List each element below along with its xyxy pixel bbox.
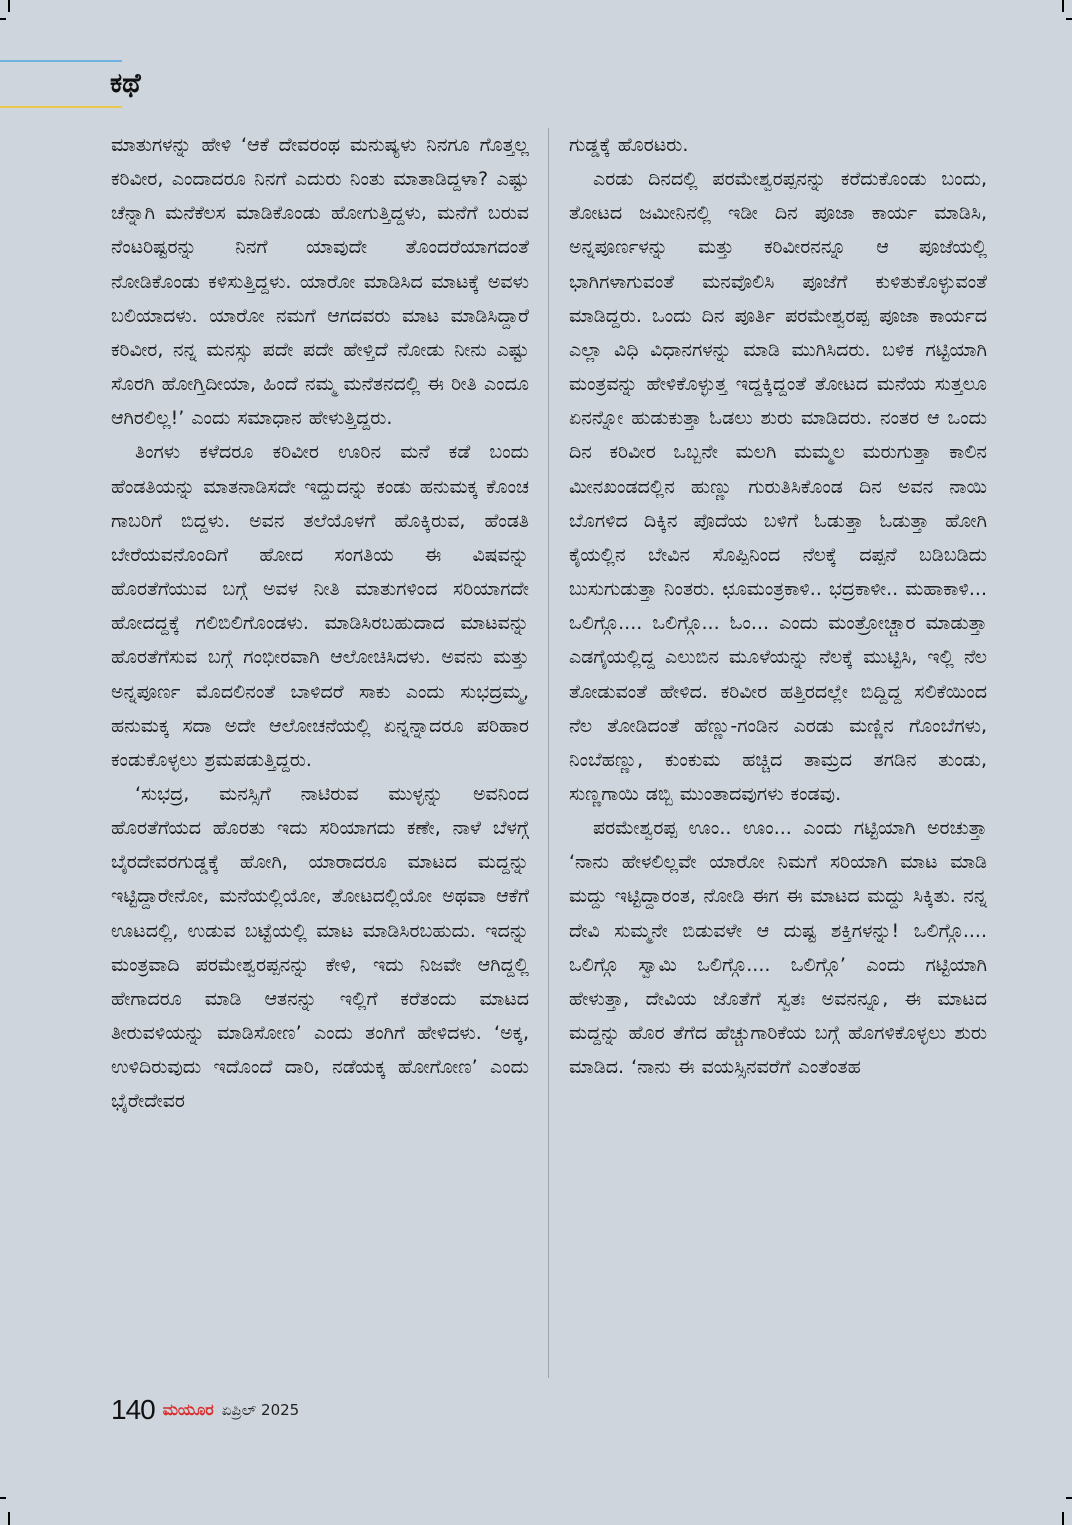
- page-number: 140: [111, 1394, 155, 1425]
- right-column: [569, 128, 987, 1084]
- section-label: ಕಥೆ: [110, 68, 141, 99]
- crop-mark-top-left: [8, 0, 10, 12]
- crop-mark-top-right-h: [1066, 18, 1072, 20]
- crop-mark-bottom-left-h: [0, 1497, 6, 1499]
- left-paragraph-1: ಮಾತುಗಳನ್ನು ಹೇಳಿ ‘ಆಕೆ ದೇವರಂಥ ಮನುಷ್ಯಳು ನಿನಗೂ ಗೊತ್ತಲ್ಲ ಕರಿವೀರ, ಎಂದಾದರೂ ನಿನಗೆ ಎದುರು ನಿಂತು ಮಾತಾಡಿದ್ದಳಾ? ಎಷ್ಟು ಚೆನ್ನಾಗಿ ಮನೆಕೆಲಸ ಮಾಡಿಕೊಂಡು ಹೋಗುತ್ತಿದ್ದಳು, ಮನೆಗೆ ಬರುವ ನೆಂಟರಿಷ್ಟರನ್ನು ನಿನಗೆ ಯಾವುದೇ ತೊಂದರೆಯಾಗದಂತೆ ನೋಡಿಕೊಂಡು ಕಳಿಸುತ್ತಿದ್ದಳು. ಯಾರೋ ಮಾಡಿಸಿದ ಮಾಟಕ್ಕೆ ಅವಳು ಬಲಿಯಾದಳು. ಯಾರೋ ನಮಗೆ ಆಗದವರು ಮಾಟ ಮಾಡಿಸಿದ್ದಾರೆ ಕರಿವೀರ, ನನ್ನ ಮನಸ್ಸು ಪದೇ ಪದೇ ಹೇಳ್ತಿದೆ ನೋಡು ನೀನು ಎಷ್ಟು ಸೊರಗಿ ಹೋಗ್ತಿದೀಯಾ, ಹಿಂದೆ ನಮ್ಮ ಮನೆತನದಲ್ಲಿ ಈ ರೀತಿ ಎಂದೂ ಆಗಿರಲಿಲ್ಲ!’ ಎಂದು ಸಮಾಧಾನ ಹೇಳುತ್ತಿದ್ದರು.: [111, 134, 529, 430]
- magazine-logo: ಮಯೂರ: [162, 1400, 214, 1419]
- crop-mark-bottom-right: [1062, 1512, 1064, 1525]
- right-paragraph-3: ಪರಮೇಶ್ವರಪ್ಪ ಊಂ.. ಊಂ... ಎಂದು ಗಟ್ಟಿಯಾಗಿ ಅರಚುತ್ತಾ ‘ನಾನು ಹೇಳಲಿಲ್ಲವೇ ಯಾರೋ ನಿಮಗೆ ಸರಿಯಾಗಿ ಮಾಟ ಮಾಡಿ ಮದ್ದು ಇಟ್ಟಿದ್ದಾರಂತ, ನೋಡಿ ಈಗ ಈ ಮಾಟದ ಮದ್ದು ಸಿಕ್ಕಿತು. ನನ್ನ ದೇವಿ ಸುಮ್ಮನೇ ಬಿಡುವಳೇ ಆ ದುಷ್ಟ ಶಕ್ತಿಗಳನ್ನು! ಒಲಿಗ್ಗೊ.... ಒಲಿಗ್ಗೊ ಸ್ವಾಮಿ ಒಲಿಗ್ಗೊ.... ಒಲಿಗ್ಗೊ’ ಎಂದು ಗಟ್ಟಿಯಾಗಿ ಹೇಳುತ್ತಾ, ದೇವಿಯ ಜೊತೆಗೆ ಸ್ವತಃ ಅವನನ್ನೂ, ಈ ಮಾಟದ ಮದ್ದನ್ನು ಹೊರ ತೆಗೆದ ಹೆಚ್ಚುಗಾರಿಕೆಯ ಬಗ್ಗೆ ಹೊಗಳಿಕೊಳ್ಳಲು ಶುರು ಮಾಡಿದ. ‘ನಾನು ಈ ವಯಸ್ಸಿನವರೆಗೆ ಎಂತೆಂತಹ: [569, 817, 987, 1079]
- column-divider: [548, 128, 549, 1378]
- crop-mark-bottom-left: [8, 1512, 10, 1525]
- left-paragraph-3: ‘ಸುಭದ್ರ, ಮನಸ್ಸಿಗೆ ನಾಟಿರುವ ಮುಳ್ಳನ್ನು ಅವನಿಂದ ಹೊರತೆಗೆಯದ ಹೊರತು ಇದು ಸರಿಯಾಗದು ಕಣೇ, ನಾಳೆ ಬೆಳಗ್ಗೆ ಬೈರದೇವರಗುಡ್ಡಕ್ಕೆ ಹೋಗಿ, ಯಾರಾದರೂ ಮಾಟದ ಮದ್ದನ್ನು ಇಟ್ಟಿದ್ದಾರೇನೋ, ಮನೆಯಲ್ಲಿಯೋ, ತೋಟದಲ್ಲಿಯೋ ಅಥವಾ ಆಕೆಗೆ ಊಟದಲ್ಲಿ, ಉಡುವ ಬಟ್ಟೆಯಲ್ಲಿ ಮಾಟ ಮಾಡಿಸಿರಬಹುದು. ಇದನ್ನು ಮಂತ್ರವಾದಿ ಪರಮೇಶ್ವರಪ್ಪನನ್ನು ಕೇಳಿ, ಇದು ನಿಜವೇ ಆಗಿದ್ದಲ್ಲಿ ಹೇಗಾದರೂ ಮಾಡಿ ಆತನನ್ನು ಇಲ್ಲಿಗೆ ಕರೆತಂದು ಮಾಟದ ತೀರುವಳಿಯನ್ನು ಮಾಡಿಸೋಣ’ ಎಂದು ತಂಗಿಗೆ ಹೇಳಿದಳು. ‘ಅಕ್ಕ, ಉಳಿದಿರುವುದು ಇದೊಂದೆ ದಾರಿ, ನಡೆಯಕ್ಕ ಹೋಗೋಣ’ ಎಂದು ಭೈರೇದೇವರ: [111, 782, 529, 1113]
- header-rule-yellow: [0, 106, 122, 108]
- crop-mark-top-right: [1062, 0, 1064, 12]
- header-rule-blue: [0, 60, 122, 62]
- right-paragraph-2: ಎರಡು ದಿನದಲ್ಲಿ ಪರಮೇಶ್ವರಪ್ಪನನ್ನು ಕರೆದುಕೊಂಡು ಬಂದು, ತೋಟದ ಜಮೀನಿನಲ್ಲಿ ಇಡೀ ದಿನ ಪೂಜಾ ಕಾರ್ಯ ಮಾಡಿಸಿ, ಅನ್ನಪೂರ್ಣಳನ್ನು ಮತ್ತು ಕರಿವೀರನನ್ನೂ ಆ ಪೂಜೆಯಲ್ಲಿ ಭಾಗಿಗಳಾಗುವಂತೆ ಮನವೊಲಿಸಿ ಪೂಜೆಗೆ ಕುಳಿತುಕೊಳ್ಳುವಂತೆ ಮಾಡಿದ್ದರು. ಒಂದು ದಿನ ಪೂರ್ತಿ ಪರಮೇಶ್ವರಪ್ಪ ಪೂಜಾ ಕಾರ್ಯದ ಎಲ್ಲಾ ವಿಧಿ ವಿಧಾನಗಳನ್ನು ಮಾಡಿ ಮುಗಿಸಿದರು. ಬಳಿಕ ಗಟ್ಟಿಯಾಗಿ ಮಂತ್ರವನ್ನು ಹೇಳಿಕೊಳ್ಳುತ್ತ ಇದ್ದಕ್ಕಿದ್ದಂತೆ ತೋಟದ ಮನೆಯ ಸುತ್ತಲೂ ಏನನ್ನೋ ಹುಡುಕುತ್ತಾ ಓಡಲು ಶುರು ಮಾಡಿದರು. ನಂತರ ಆ ಒಂದು ದಿನ ಕರಿವೀರ ಒಬ್ಬನೇ ಮಲಗಿ ಮಮ್ಮಲ ಮರುಗುತ್ತಾ ಕಾಲಿನ ಮೀನಖಂಡದಲ್ಲಿನ ಹುಣ್ಣು ಗುರುತಿಸಿಕೊಂಡ ದಿನ ಅವನ ನಾಯಿ ಬೊಗಳಿದ ದಿಕ್ಕಿನ ಪೊದೆಯ ಬಳಿಗೆ ಓಡುತ್ತಾ ಓಡುತ್ತಾ ಹೋಗಿ ಕೈಯಲ್ಲಿನ ಬೇವಿನ ಸೊಪ್ಪಿನಿಂದ ನೆಲಕ್ಕೆ ದಪ್ಪನೆ ಬಡಿಬಡಿದು ಬುಸುಗುಡುತ್ತಾ ನಿಂತರು. ಛೂಮಂತ್ರಕಾಳಿ.. ಭದ್ರಕಾಳೀ.. ಮಹಾಕಾಳಿ... ಒಲಿಗ್ಗೊ.... ಒಲಿಗ್ಗೊ... ಓಂ... ಎಂದು ಮಂತ್ರೋಚ್ಚಾರ ಮಾಡುತ್ತಾ ಎಡಗೈಯಲ್ಲಿದ್ದ ಎಲುಬಿನ ಮೂಳೆಯನ್ನು ನೆಲಕ್ಕೆ ಮುಟ್ಟಿಸಿ, ಇಲ್ಲಿ ನೆಲ ತೋಡುವಂತೆ ಹೇಳಿದ. ಕರಿವೀರ ಹತ್ತಿರದಲ್ಲೇ ಬಿದ್ದಿದ್ದ ಸಲಿಕೆಯಿಂದ ನೆಲ ತೋಡಿದಂತೆ ಹೆಣ್ಣು-ಗಂಡಿನ ಎರಡು ಮಣ್ಣಿನ ಗೊಂಬೆಗಳು, ನಿಂಬೆಹಣ್ಣು, ಕುಂಕುಮ ಹಚ್ಚಿದ ತಾಮ್ರದ ತಗಡಿನ ತುಂಡು, ಸುಣ್ಣಗಾಯಿ ಡಬ್ಬಿ ಮುಂತಾದವುಗಳು ಕಂಡವು.: [569, 168, 987, 805]
- right-paragraph-1: ಗುಡ್ಡಕ್ಕೆ ಹೊರಟರು.: [569, 134, 689, 156]
- left-paragraph-2: ತಿಂಗಳು ಕಳೆದರೂ ಕರಿವೀರ ಊರಿನ ಮನೆ ಕಡೆ ಬಂದು ಹೆಂಡತಿಯನ್ನು ಮಾತನಾಡಿಸದೇ ಇದ್ದುದನ್ನು ಕಂಡು ಹನುಮಕ್ಕ ಕೊಂಚ ಗಾಬರಿಗೆ ಬಿದ್ದಳು. ಅವನ ತಲೆಯೊಳಗೆ ಹೊಕ್ಕಿರುವ, ಹೆಂಡತಿ ಬೇರೆಯವನೊಂದಿಗೆ ಹೋದ ಸಂಗತಿಯ ಈ ವಿಷವನ್ನು ಹೊರತೆಗೆಯುವ ಬಗ್ಗೆ ಅವಳ ನೀತಿ ಮಾತುಗಳಿಂದ ಸರಿಯಾಗದೇ ಹೋದದ್ದಕ್ಕೆ ಗಲಿಬಿಲಿಗೊಂಡಳು. ಮಾಡಿಸಿರಬಹುದಾದ ಮಾಟವನ್ನು ಹೊರತೆಗೆಸುವ ಬಗ್ಗೆ ಗಂಭೀರವಾಗಿ ಆಲೋಚಿಸಿದಳು. ಅವನು ಮತ್ತು ಅನ್ನಪೂರ್ಣ ಮೊದಲಿನಂತೆ ಬಾಳಿದರೆ ಸಾಕು ಎಂದು ಸುಭದ್ರಮ್ಮ, ಹನುಮಕ್ಕ ಸದಾ ಅದೇ ಆಲೋಚನೆಯಲ್ಲಿ ಏನ್ನನ್ನಾದರೂ ಪರಿಹಾರ ಕಂಡುಕೊಳ್ಳಲು ಶ್ರಮಪಡುತ್ತಿದ್ದರು.: [111, 441, 529, 771]
- page-footer: [111, 1393, 299, 1427]
- crop-mark-top-left-h: [0, 18, 6, 20]
- section-header-rules: [0, 60, 122, 108]
- left-column: [111, 128, 529, 1119]
- issue-date: ಏಪ್ರಿಲ್ 2025: [221, 1401, 300, 1419]
- crop-mark-bottom-right-h: [1066, 1497, 1072, 1499]
